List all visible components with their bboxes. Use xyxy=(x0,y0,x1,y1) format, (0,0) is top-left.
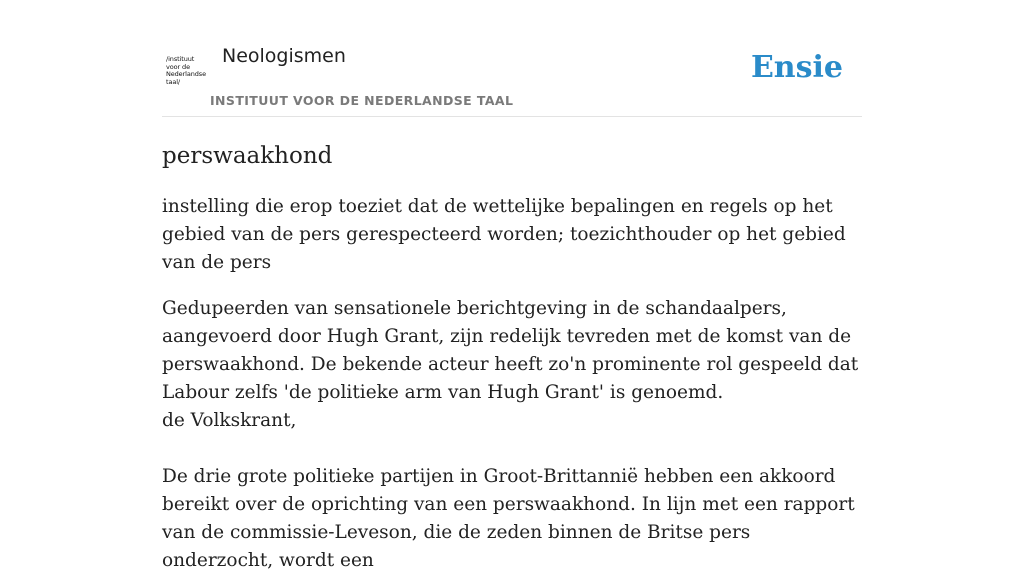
citation-source: de Volkskrant, xyxy=(162,410,297,431)
citation-text: De drie grote politieke partijen in Groot-Brittannië hebben een akkoord bereikt over de oprichting van een perswaakhond. In lijn met een rapport van de commissie-Leveson, die de zeden binnen de Britse pers onderzocht, wordt een xyxy=(162,466,855,571)
logo-line: Nederlandse xyxy=(166,70,206,78)
site-subtitle: INSTITUUT VOOR DE NEDERLANDSE TAAL xyxy=(210,93,514,108)
site-header xyxy=(162,0,862,117)
site-title[interactable]: Neologismen xyxy=(222,45,346,67)
entry-definition: instelling die erop toeziet dat de wettelijke bepalingen en regels op het gebied van de pers gerespecteerd worden; toezichthouder op het gebied van de pers xyxy=(162,196,846,273)
citation-text: Gedupeerden van sensationele berichtgeving in de schandaalpers, aangevoerd door Hugh Grant, zijn redelijk tevreden met de komst van de perswaakhond. De bekende acteur heeft zo'n prominente rol gespeeld dat Labour zelfs 'de politieke arm van Hugh Grant' is genoemd. xyxy=(162,298,859,403)
logo-line: /instituut xyxy=(166,55,195,63)
entry-term: perswaakhond xyxy=(162,143,333,169)
content-container xyxy=(162,0,862,575)
citation-block xyxy=(162,295,862,575)
entry-content xyxy=(162,142,862,575)
ivdnt-logo[interactable] xyxy=(166,56,208,90)
citation-spacer xyxy=(162,435,862,463)
logo-line: taal/ xyxy=(166,77,181,86)
logo-line: voor de xyxy=(166,62,190,71)
ensie-brand-logo[interactable]: Ensie xyxy=(750,50,843,85)
